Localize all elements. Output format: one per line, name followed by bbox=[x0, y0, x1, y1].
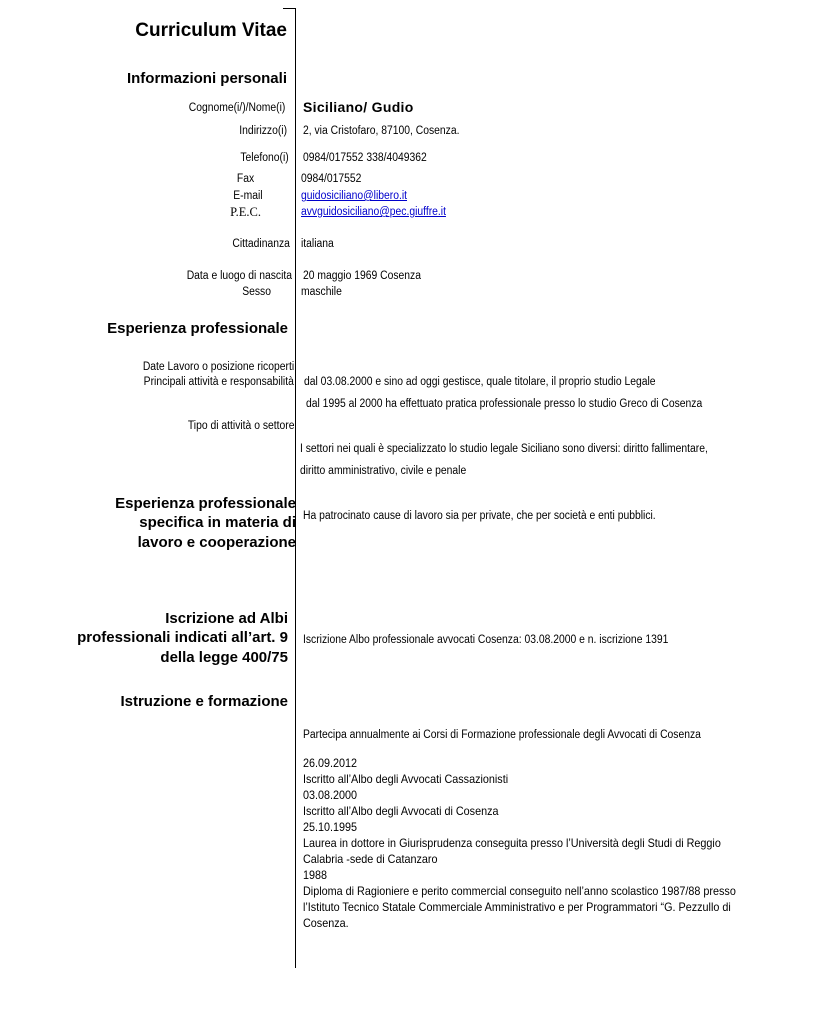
label-sex: Sesso bbox=[242, 286, 271, 298]
label-phone: Telefono(i) bbox=[240, 152, 289, 164]
section-heading-specific-line3: lavoro e cooperazione bbox=[137, 534, 296, 551]
value-education-intro: Partecipa annualmente ai Corsi di Formazione professionale degli Avvocati di Cosenza bbox=[303, 729, 701, 741]
column-divider bbox=[295, 8, 296, 968]
education-entry: 1988 bbox=[303, 868, 328, 882]
label-sector: Tipo di attività o settore bbox=[187, 420, 294, 432]
value-name: Siciliano/ Gudio bbox=[303, 99, 414, 115]
section-heading-specific-line1: Esperienza professionale bbox=[115, 495, 296, 512]
label-address: Indirizzo(i) bbox=[239, 125, 287, 137]
value-phone: 0984/017552 338/4049362 bbox=[303, 152, 427, 164]
section-heading-specific-line2: specifica in materia di bbox=[139, 514, 296, 531]
section-heading-personal: Informazioni personali bbox=[126, 70, 287, 87]
education-entry: Iscritto all’Albo degli Avvocati Cassazionisti bbox=[303, 772, 509, 786]
label-citizenship: Cittadinanza bbox=[232, 238, 290, 250]
section-heading-experience: Esperienza professionale bbox=[107, 320, 288, 337]
section-heading-albi-line2: professionali indicati all’art. 9 bbox=[77, 629, 288, 646]
value-citizenship: italiana bbox=[301, 238, 334, 250]
label-activities: Principali attività e responsabilità bbox=[143, 376, 294, 388]
value-fax: 0984/017552 bbox=[301, 173, 362, 185]
value-birth: 20 maggio 1969 Cosenza bbox=[303, 270, 421, 282]
value-sex: maschile bbox=[301, 286, 342, 298]
education-entry: Diploma di Ragioniere e perito commercial conseguito nell’anno scolastico 1987/88 presso l’Istituto Tecnico Statale Commerciale Amministrativo e per Programmatori “G. Pezzullo di Cosenza. bbox=[303, 884, 736, 930]
section-heading-albi-line3: della legge 400/75 bbox=[160, 649, 288, 666]
education-entry: Laurea in dottore in Giurisprudenza conseguita presso l’Università degli Studi di Reggio Calabria -sede di Catanzaro bbox=[303, 836, 721, 866]
label-name: Cognome(i/)/Nome(i) bbox=[188, 102, 285, 114]
value-albi: Iscrizione Albo professionale avvocati Cosenza: 03.08.2000 e n. iscrizione 1391 bbox=[303, 634, 669, 646]
link-email[interactable]: guidosiciliano@libero.it bbox=[301, 190, 408, 202]
link-pec[interactable]: avvguidosiciliano@pec.giuffre.it bbox=[301, 206, 446, 218]
education-entry: 25.10.1995 bbox=[303, 820, 358, 834]
education-entry: 26.09.2012 bbox=[303, 756, 358, 770]
label-fax: Fax bbox=[236, 173, 254, 185]
value-sector-line1: I settori nei quali è specializzato lo studio legale Siciliano sono diversi: diritto fallimentare, bbox=[300, 443, 708, 455]
value-specific: Ha patrocinato cause di lavoro sia per private, che per società e enti pubblici. bbox=[303, 510, 656, 522]
value-sector-line2: diritto amministrativo, civile e penale bbox=[300, 465, 467, 477]
value-activities-line1: dal 03.08.2000 e sino ad oggi gestisce, quale titolare, il proprio studio Legale bbox=[304, 376, 656, 388]
education-list bbox=[303, 755, 758, 931]
document-title: Curriculum Vitae bbox=[135, 20, 287, 41]
section-heading-albi-line1: Iscrizione ad Albi bbox=[165, 610, 288, 627]
label-dates-position: Date Lavoro o posizione ricoperti bbox=[142, 361, 294, 373]
label-birth: Data e luogo di nascita bbox=[186, 270, 292, 282]
label-pec: P.E.C. bbox=[230, 205, 261, 219]
value-address: 2, via Cristofaro, 87100, Cosenza. bbox=[303, 125, 460, 137]
education-entry: 03.08.2000 bbox=[303, 788, 358, 802]
education-entry: Iscritto all’Albo degli Avvocati di Cosenza bbox=[303, 804, 499, 818]
section-heading-education: Istruzione e formazione bbox=[120, 693, 288, 710]
value-activities-line2: dal 1995 al 2000 ha effettuato pratica professionale presso lo studio Greco di Cosenza bbox=[306, 398, 703, 410]
label-email: E-mail bbox=[233, 190, 263, 202]
